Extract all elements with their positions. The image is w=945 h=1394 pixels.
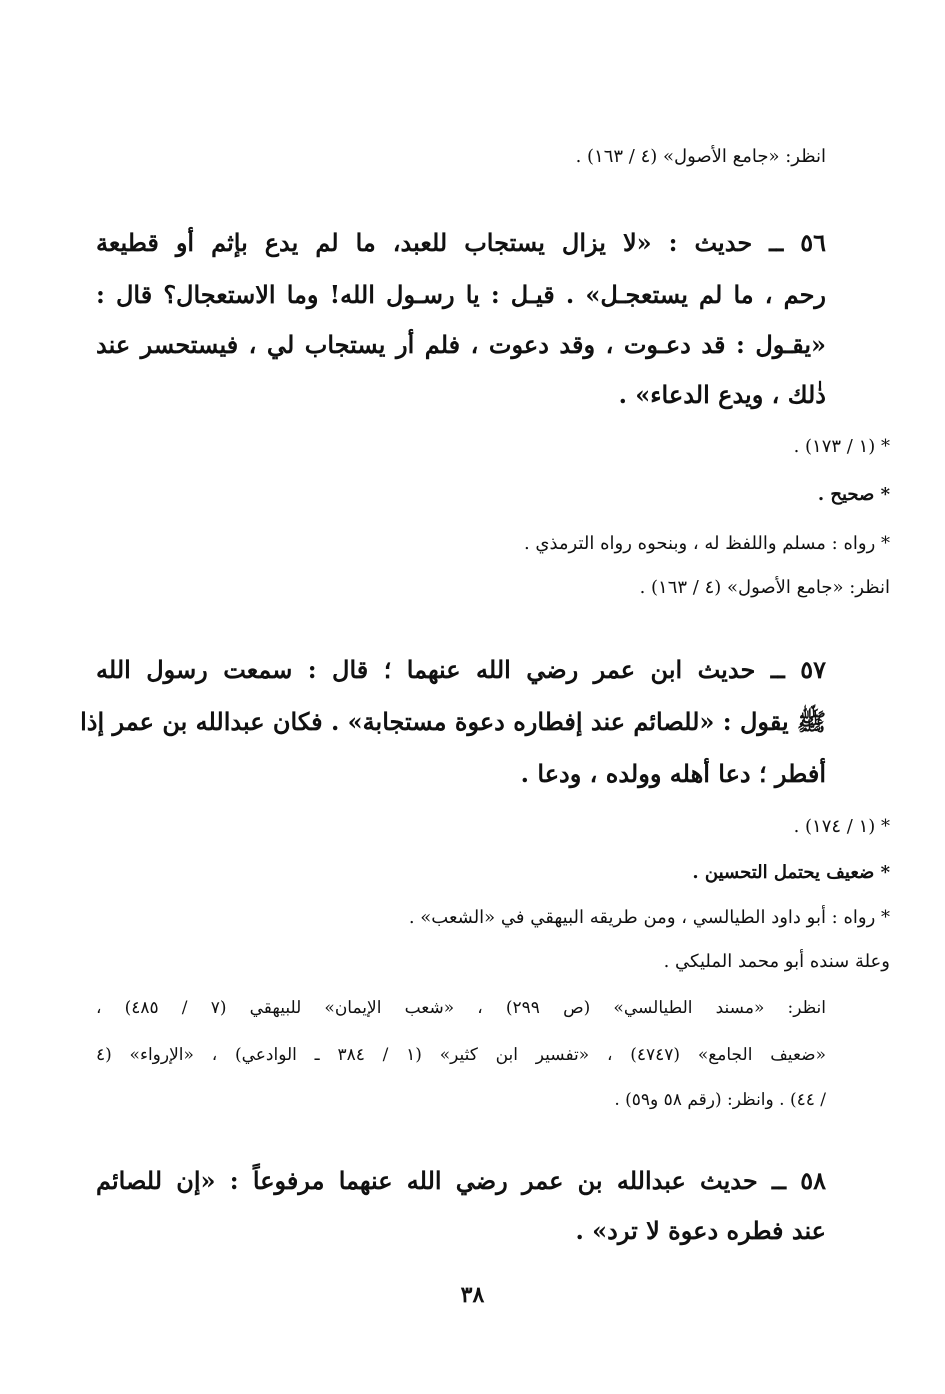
hadith-56-line-4: ذٰلك ، ويدع الدعاء» .	[618, 380, 826, 409]
hadith-56-volume-note: * (١ / ١٧٣) .	[793, 436, 890, 457]
book-page	[80, 0, 890, 1394]
hadith-56-line-1: ٥٦ ــ حديث : «لا يزال يستجاب للعبد، ما لم يدع بإثم أو قطيعة	[96, 228, 826, 257]
hadith-56-line-3: «يقـول : قد دعـوت ، وقد دعوت ، فلم أر يستجاب لي ، فيستحسر عند	[96, 330, 826, 359]
hadith-57-reference-line-2: «ضعيف الجامع» (٤٧٤٧) ، «تفسير ابن كثير» (١ / ٣٨٤ ـ الوادعي) ، «الإرواء» (٤	[96, 1045, 826, 1065]
hadith-56-reference-note: انظر: «جامع الأصول» (٤ / ١٦٣) .	[639, 577, 890, 598]
hadith-57-reference-line-3: / ٤٤) . وانظر: (رقم ٥٨ و٥٩) .	[614, 1090, 826, 1110]
hadith-57-line-3: أفطر ؛ دعا أهله وولده ، ودعا .	[520, 759, 826, 788]
hadith-57-defect-note: وعلة سنده أبو محمد المليكي .	[663, 951, 890, 972]
hadith-58-line-2: عند فطره دعوة لا ترد» .	[575, 1216, 826, 1245]
reference-line: انظر: «جامع الأصول» (٤ / ١٦٣) .	[575, 146, 826, 167]
hadith-56-narration-note: * رواه : مسلم واللفظ له ، وبنحوه رواه الترمذي .	[523, 533, 890, 554]
hadith-56-grade-note: * صحيح .	[817, 484, 890, 505]
hadith-57-narration-note: * رواه : أبو داود الطيالسي ، ومن طريقه البيهقي في «الشعب» .	[408, 907, 890, 928]
hadith-57-volume-note: * (١ / ١٧٤) .	[793, 816, 890, 837]
hadith-57-line-1: ٥٧ ــ حديث ابن عمر رضي الله عنهما ؛ قال : سمعت رسول الله	[96, 655, 826, 684]
hadith-57-reference-line-1: انظر: «مسند الطيالسي» (ص ٢٩٩) ، «شعب الإيمان» للبيهقي (٧ / ٤٨٥) ،	[96, 998, 827, 1018]
hadith-58-line-1: ٥٨ ــ حديث عبدالله بن عمر رضي الله عنهما مرفوعاً : «إن للصائم	[96, 1166, 826, 1195]
hadith-57-grade-note: * ضعيف يحتمل التحسين .	[692, 862, 890, 883]
page-number: ٣٨	[460, 1282, 485, 1308]
hadith-56-line-2: رحم ، ما لم يستعجـل» . قيـل : يا رسـول الله! وما الاستعجال؟ قال :	[96, 280, 826, 309]
hadith-57-line-2: ﷺ يقول : «للصائم عند إفطاره دعوة مستجابة» . فكان عبدالله بن عمر إذا	[80, 707, 826, 736]
